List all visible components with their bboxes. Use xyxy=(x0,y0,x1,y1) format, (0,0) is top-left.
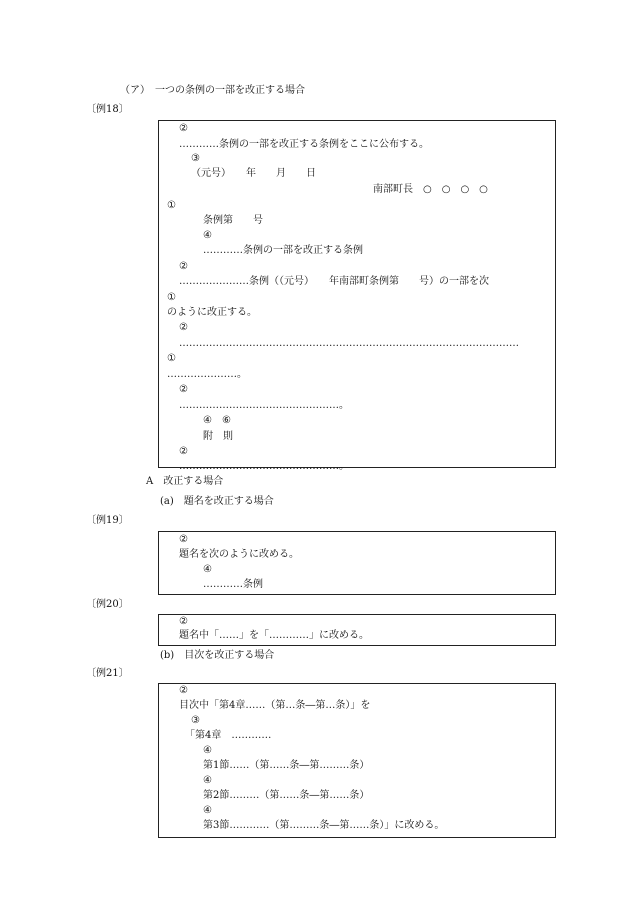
section-line: 第2節………（第……条―第……条） xyxy=(203,790,370,801)
example-label-19: 〔例19〕 xyxy=(86,515,129,526)
title-change-line: 題名を次のように改める。 xyxy=(179,549,299,560)
example-label-21: 〔例21〕 xyxy=(86,668,129,679)
circled-marker: ① xyxy=(167,292,176,303)
ordinance-number-line: 条例第 号 xyxy=(203,215,263,226)
title-change-line: 題名中「……」を「…………」に改める。 xyxy=(179,630,369,641)
circled-marker: ③ xyxy=(191,715,200,726)
heading: （ア） 一つの条例の一部を改正する場合 xyxy=(120,85,305,96)
subsection-a-heading: (a) 題名を改正する場合 xyxy=(160,496,274,507)
supplementary-provisions-heading: 附 則 xyxy=(203,431,233,442)
circled-marker: ② xyxy=(179,384,188,395)
circled-marker: ① xyxy=(167,200,176,211)
amendment-clause-line: …………………条例（（元号） 年南部町条例第 号）の一部を次 xyxy=(179,276,489,287)
circled-marker: ④ xyxy=(203,745,212,756)
dotted-line: ………………………………………………………………………………………… xyxy=(179,338,519,349)
amendment-clause-line: のように改正する。 xyxy=(167,307,257,318)
circled-marker: ① xyxy=(167,353,176,364)
circled-marker: ③ xyxy=(191,153,200,164)
subsection-b-heading: (b) 目次を改正する場合 xyxy=(160,650,275,661)
signature-line: 南部町長 ○ ○ ○ ○ xyxy=(373,184,488,195)
circled-marker: ② xyxy=(179,322,188,333)
circled-marker: ② xyxy=(179,534,188,545)
circled-marker: ② xyxy=(179,446,188,457)
ordinance-title-line: …………条例 xyxy=(203,579,263,590)
circled-marker: ④ xyxy=(203,775,212,786)
example-box-19 xyxy=(158,531,556,595)
circled-marker: ④ xyxy=(203,564,212,575)
circled-marker: ④ ⑥ xyxy=(203,415,231,426)
dotted-line: …………………………………………。 xyxy=(179,400,349,411)
example-box-21 xyxy=(158,683,556,838)
example-label-18: 〔例18〕 xyxy=(86,104,129,115)
example-box-18 xyxy=(158,120,556,472)
circled-marker: ④ xyxy=(203,805,212,816)
circled-marker: ② xyxy=(179,261,188,272)
circled-marker: ② xyxy=(179,123,188,134)
promulgation-line: …………条例の一部を改正する条例をここに公布する。 xyxy=(179,139,429,150)
ordinance-title-line: …………条例の一部を改正する条例 xyxy=(203,245,363,256)
dotted-line: …………………。 xyxy=(167,369,247,380)
circled-marker: ④ xyxy=(203,230,212,241)
circled-marker: ② xyxy=(179,685,188,696)
dotted-line: …………………………………………。 xyxy=(179,461,349,472)
section-line: 第1節……（第……条―第………条） xyxy=(203,760,370,771)
example-box-20 xyxy=(158,614,556,646)
chapter-line: 「第4章 ………… xyxy=(185,730,272,741)
section-line: 第3節…………（第………条―第……条）」に改める。 xyxy=(203,820,445,831)
toc-change-line: 目次中「第4章……（第…条―第…条）」を xyxy=(179,700,371,711)
date-line: （元号） 年 月 日 xyxy=(191,168,316,179)
example-label-20: 〔例20〕 xyxy=(86,599,129,610)
section-a-heading: A 改正する場合 xyxy=(146,476,224,487)
circled-marker: ② xyxy=(179,616,188,627)
